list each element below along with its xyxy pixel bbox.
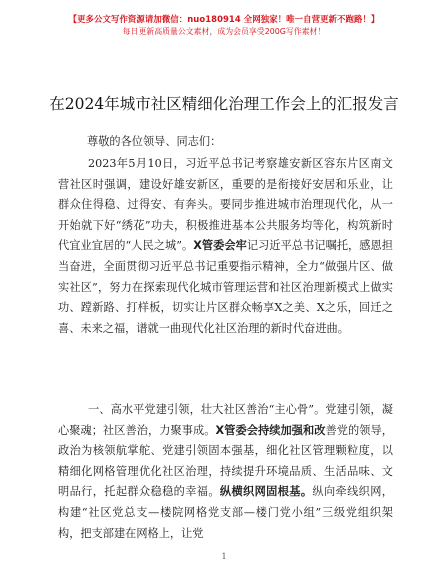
paragraph-2-text: 一、高水平党建引领，壮大社区善治“主心骨”。党建引领，凝心聚魂；社区善治，力聚事成。 <box>58 403 393 437</box>
paragraph-1-text: 2023年5月10日，习近平总书记考察雄安新区容东片区南文营社区时强调，建设好雄安新区，重要的是衔接好安居和乐业，让群众住得稳、过得安、有奔头。要同步推进城市治理现代化，从一开始就下好“绣花”功夫，积极推进基本公共服务均等化，构筑新时代宜业宜居的“人民之城”。 <box>58 157 393 253</box>
paragraph-1-text-cont: 记习近平总书记嘱托，感恩担当奋进，全面贯彻习近平总书记重要指示精神，全力“做强片区、做实社区”，努力在探索现代化城市管理运营和社区治理新模式上做实功、蹚新路、打样板，切实让片区群众畅享X之美、X之乐，回迁之喜、未来之福，谱就一曲现代化社区治理的新时代奋进曲。 <box>58 239 393 335</box>
page-number: 1 <box>221 552 227 561</box>
paragraph-2-bold: X管委会持续加强和改 <box>215 423 326 437</box>
paragraph-2-bold-heading: 纵横织网固根基。 <box>219 485 313 499</box>
paragraph-1-bold: X管委会牢 <box>193 239 247 253</box>
greeting: 尊敬的各位领导、同志们： <box>87 135 222 148</box>
document-title: 在2024年城市社区精细化治理工作会上的汇报发言 <box>49 95 399 113</box>
paragraph-1 <box>58 154 393 339</box>
paragraph-2-text-end: 纵向牵线织网，构建“社区党总支—楼院网格党支部—楼门党小组”三级党组织架构，把支部建在网格上，让党 <box>58 485 393 540</box>
promo-banner-line: 【更多公文写作资源请加微信：nuo180914 全网独家！唯一自营更新不跑路！】 <box>68 14 380 24</box>
paragraph-2-text-cont: 善党的领导，政治为核领航掌舵、党建引领固本强基，细化社区管理颗粒度，以精细化网格管理优化社区治理，持续提升环境品质、生活品味、文明品行，托起群众稳稳的幸福。 <box>58 423 393 499</box>
promo-subline: 每日更新高质量公文素材，成为会员享受200G写作素材！ <box>122 27 326 36</box>
paragraph-2 <box>58 400 393 544</box>
